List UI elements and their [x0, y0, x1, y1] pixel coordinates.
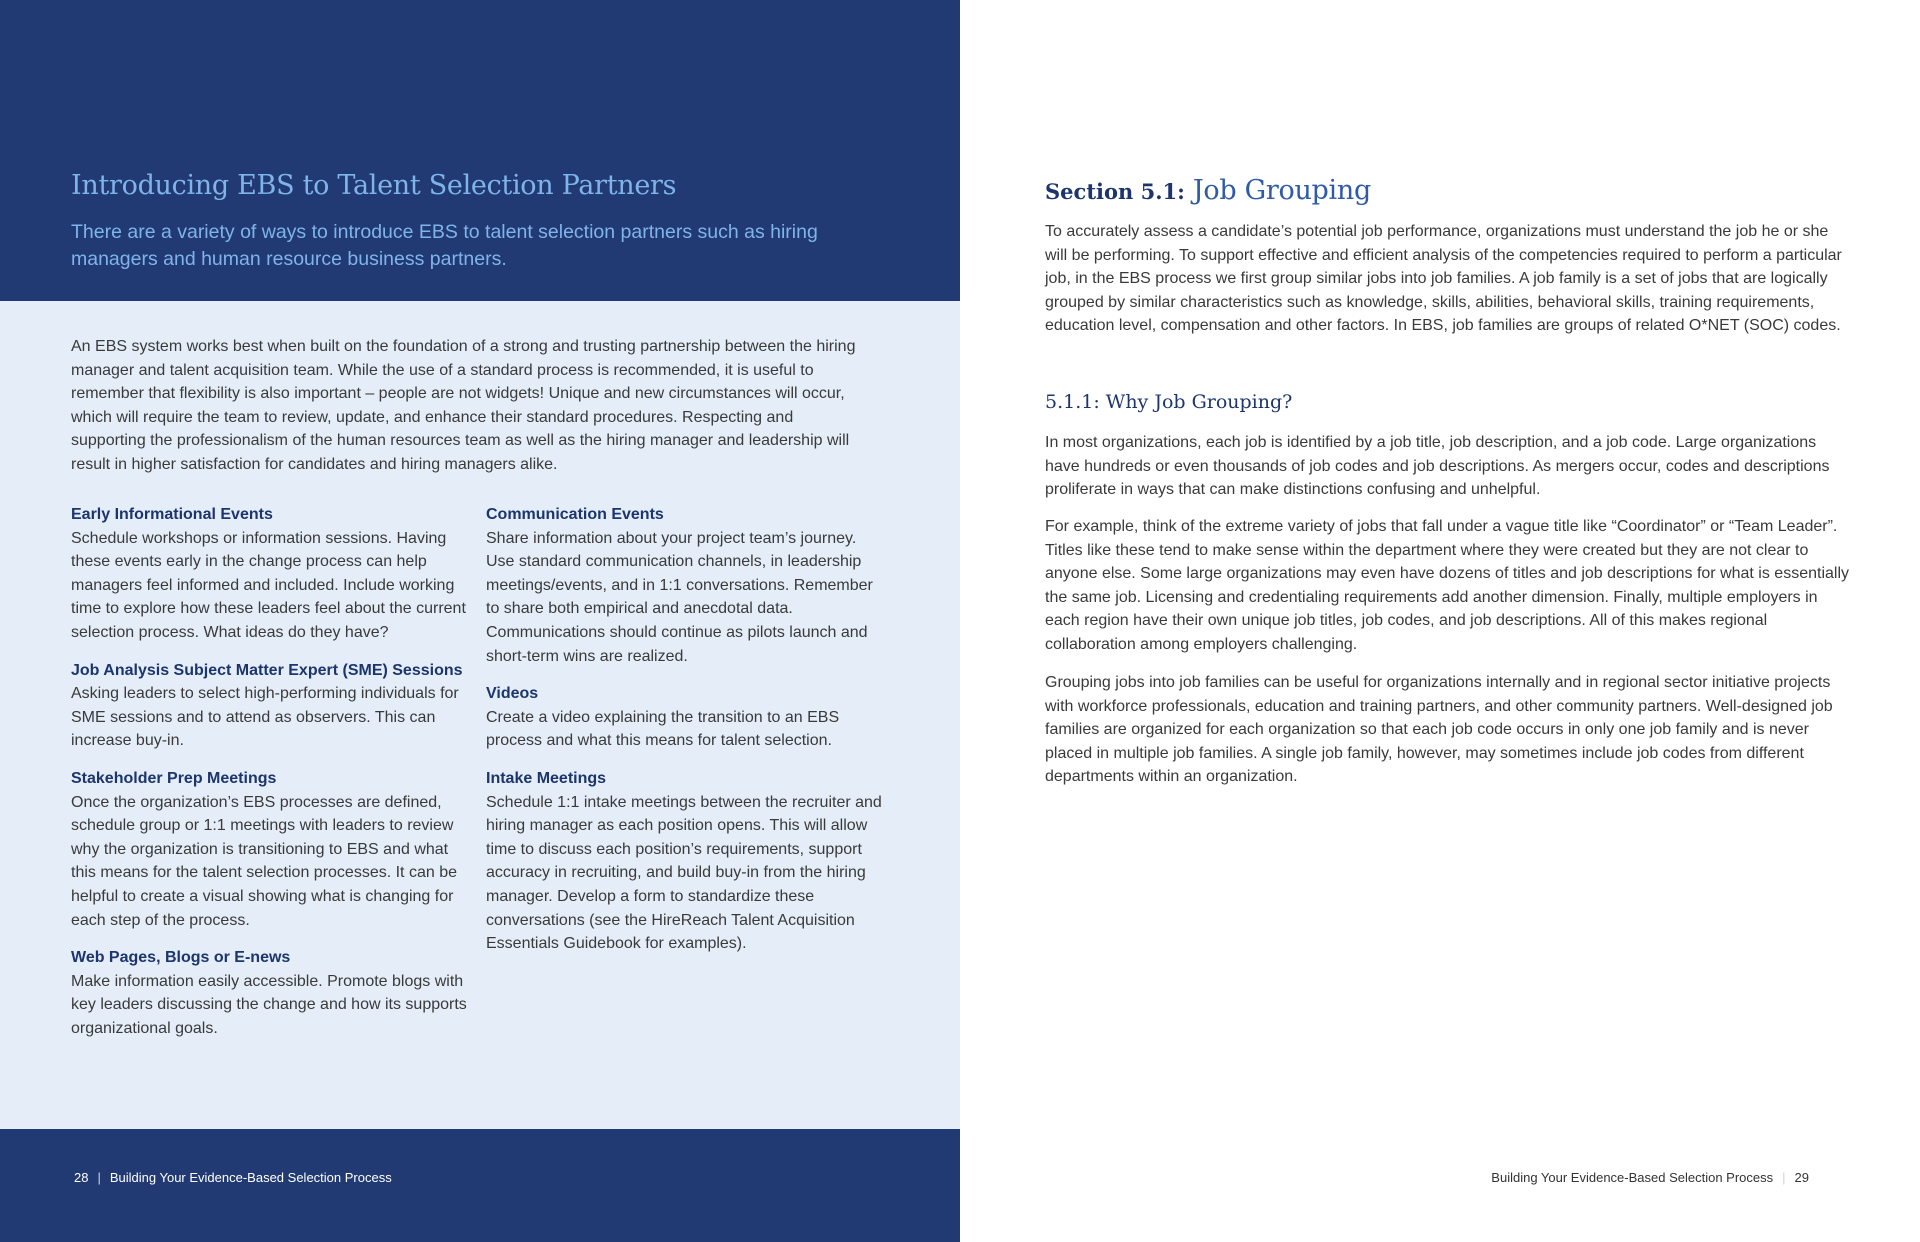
item-body: Share information about your project team’s journey. Use standard communication channels, in leadership meetings/events, and in 1:1 conversations. Remember to share both empirical and anecdotal data. Communications should continue as pilots launch and short-term wins are realized. [486, 529, 873, 665]
body-paragraph: In most organizations, each job is identified by a job title, job description, and a job code. Large organizations have hundreds or even thousands of job codes and job descriptions. As mergers occur, codes and descriptions proliferate in ways that can make distinctions confusing and unhelpful. [1045, 434, 1830, 499]
left-column-1 [71, 503, 471, 1054]
list-item [71, 767, 471, 932]
section-label: Section 5.1: [1045, 179, 1185, 204]
footer-title: Building Your Evidence-Based Selection Process [1491, 1170, 1774, 1185]
right-page [960, 0, 1920, 1242]
right-footer [1491, 1170, 1809, 1185]
item-body: Create a video explaining the transition to an EBS process and what this means for talent selection. [486, 708, 840, 750]
subsection-title: 5.1.1: Why Job Grouping? [1045, 391, 1293, 413]
page-number: 29 [1794, 1170, 1809, 1185]
item-heading: Videos [486, 685, 539, 703]
list-item [486, 682, 886, 753]
item-heading: Stakeholder Prep Meetings [71, 769, 277, 787]
list-item [71, 659, 471, 753]
list-item [486, 503, 886, 668]
item-body: Make information easily accessible. Promote blogs with key leaders discussing the change and how its supports organizational goals. [71, 972, 467, 1037]
item-body: Schedule 1:1 intake meetings between the recruiter and hiring manager as each position opens. This will allow time to discuss each position’s requirements, support accuracy in recruiting, and build buy-in from the hiring manager. Develop a form to standardize these conversations (see the HireReach Talent Acquisition Essentials Guidebook for examples). [486, 793, 882, 953]
footer-separator: | [97, 1170, 101, 1185]
body-paragraph: For example, think of the extreme variety of jobs that fall under a vague title like “Coordinator” or “Team Leader”. Titles like these tend to make sense within the department where they were created but they are not clear to anyone else. Some large organizations may even have dozens of titles and job descriptions for what is essentially the same job. Licensing and credentialing requirements add another dimension. Finally, multiple employers in each region have their own unique job titles, job codes, and job descriptions. All of this makes regional collaboration among employers challenging. [1045, 518, 1850, 653]
list-item [71, 503, 471, 645]
body-paragraph: Grouping jobs into job families can be useful for organizations internally and in regional sector initiative projects with workforce professionals, education and training partners, and other community partners. Well-designed job families are organized for each organization so that each job code occurs in only one job family and is never placed in multiple job families. A single job family, however, may sometimes include job codes from different departments within an organization. [1045, 674, 1833, 786]
list-item [71, 946, 471, 1040]
left-footer-band [0, 1129, 960, 1242]
item-body: Asking leaders to select high-performing individuals for SME sessions and to attend as observers. This can increase buy-in. [71, 685, 459, 750]
left-page-subtitle: There are a variety of ways to introduce EBS to talent selection partners such as hiring managers and human resource business partners. [71, 221, 818, 270]
item-heading: Early Informational Events [71, 506, 273, 523]
left-intro-paragraph: An EBS system works best when built on the foundation of a strong and trusting partnership between the hiring manager and talent acquisition team. While the use of a standard process is recommended, it is useful to remember that flexibility is also important – people are not widgets! Unique and new circumstances will occur, which will require the team to review, update, and enhance their standard procedures. Respecting and supporting the professionalism of the human resources team as well as the hiring manager and leadership will result in higher satisfaction for candidates and hiring managers alike. [71, 338, 856, 473]
item-body: Once the organization’s EBS processes are defined, schedule group or 1:1 meetings with leaders to review why the organization is transitioning to EBS and what this means for the talent selection processes. It can be helpful to create a visual showing what is changing for each step of the process. [71, 793, 457, 929]
page-number: 28 [74, 1170, 89, 1185]
left-column-2 [486, 503, 886, 970]
section-intro-paragraph: To accurately assess a candidate’s potential job performance, organizations must understand the job he or she will be performing. To support effective and efficient analysis of the competencies required to perform a particular job, in the EBS process we first group similar jobs into job families. A job family is a set of jobs that are logically grouped by similar characteristics such as knowledge, skills, abilities, behavioral skills, training requirements, education level, compensation and other factors. In EBS, job families are groups of related O*NET (SOC) codes. [1045, 223, 1842, 335]
section-title [1045, 170, 1371, 207]
list-item [486, 767, 886, 956]
section-name: Job Grouping [1192, 175, 1371, 206]
item-heading: Job Analysis Subject Matter Expert (SME) Sessions [71, 661, 463, 679]
item-heading: Web Pages, Blogs or E-news [71, 949, 291, 967]
item-heading: Intake Meetings [486, 769, 607, 787]
item-heading: Communication Events [486, 506, 664, 523]
item-body: Schedule workshops or information sessions. Having these events early in the change process can help managers feel informed and included. Include working time to explore how these leaders feel about the current selection process. What ideas do they have? [71, 529, 466, 641]
left-footer [74, 1170, 392, 1185]
footer-separator: | [1782, 1170, 1786, 1185]
footer-title: Building Your Evidence-Based Selection Process [109, 1170, 392, 1185]
left-page-title: Introducing EBS to Talent Selection Partners [71, 170, 677, 201]
